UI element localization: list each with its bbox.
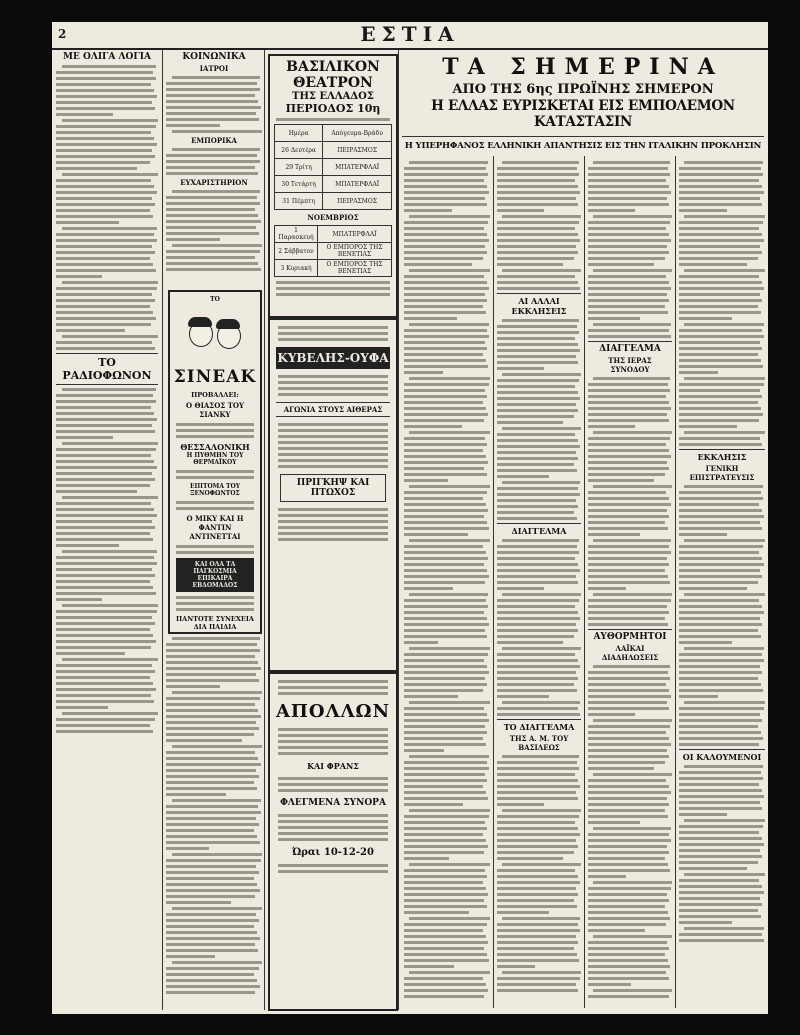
text-block bbox=[404, 161, 490, 998]
text-block bbox=[497, 755, 581, 992]
schedule-table bbox=[274, 124, 392, 210]
ad-text: Ώραι 10-12-20 bbox=[292, 847, 374, 858]
ad-text: ΕΠΙΤΟΜΑ ΤΟΥ ΞΕΝΟΦΩΝΤΟΣ bbox=[189, 483, 241, 497]
text-block bbox=[497, 319, 581, 520]
headline: Η ΥΠΕΡΗΦΑΝΟΣ ΕΛΛΗΝΙΚΗ ΑΠΑΝΤΗΣΙΣ ΕΙΣ ΤΗΝ ΙΤΑΛΙΚΗΝ ΠΡΟΚΛΗΣΙΝ bbox=[402, 136, 764, 151]
ad-title: ΣΙΝΕΑΚ bbox=[173, 367, 257, 387]
ad-text: ΤΗΣ ΕΛΛΑΔΟΣ bbox=[292, 91, 374, 102]
sub-heading: ΤΟ ΔΙΑΓΓΕΛΜΑ bbox=[497, 719, 581, 732]
section-heading: ΜΕ ΟΛΙΓΑ ΛΟΓΙΑ bbox=[63, 52, 151, 62]
text-block bbox=[166, 637, 262, 994]
text-block bbox=[497, 539, 581, 716]
schedule-row bbox=[275, 159, 392, 176]
sub-heading: ΓΕΝΙΚΗ ΕΠΙΣΤΡΑΤΕΥΣΙΣ bbox=[689, 464, 755, 482]
headline: ΑΠΟ ΤΗΣ 6ης ΠΡΩΪΝΗΣ ΣΗΜΕΡΟΝ bbox=[452, 82, 714, 97]
text-block bbox=[166, 148, 262, 175]
schedule-cell: ΠΕΙΡΑΣΜΟΣ bbox=[323, 193, 392, 210]
sub-heading: ΕΜΠΟΡΙΚΑ bbox=[191, 136, 237, 145]
ad-text: Η ΠΥΘΜΗΝ ΤΟΥ ΘΕΡΜΑΪΚΟΥ bbox=[186, 452, 244, 466]
schedule-cell: Ο ΕΜΠΟΡΟΣ ΤΗΣ ΒΕΝΕΤΙΑΣ bbox=[318, 260, 392, 277]
schedule-cell: Απόγευμα-Βράδυ bbox=[323, 125, 392, 142]
ad-text: ΠΑΝΤΟΤΕ ΣΥΝΕΧΕΙΑ bbox=[176, 615, 254, 623]
ad-text: ΦΛΕΓΜΕΝΑ ΣΥΝΟΡΑ bbox=[280, 798, 386, 808]
sub-heading: ΙΑΤΡΟΙ bbox=[199, 64, 229, 73]
text-block bbox=[588, 161, 672, 338]
main-column-1 bbox=[404, 158, 490, 1006]
sub-heading: ΕΚΚΛΗΣΙΣ bbox=[679, 449, 765, 462]
schedule-cell: ΜΠΑΤΕΡΦΛΑΪ bbox=[323, 159, 392, 176]
section-heading: ΚΟΙΝΩΝΙΚΑ bbox=[182, 52, 246, 62]
sub-heading: ΤΗΣ Α. Μ. ΤΟΥ ΒΑΣΙΛΕΩΣ bbox=[509, 734, 569, 752]
text-block bbox=[588, 377, 672, 626]
ad-text: ΔΙΑ ΠΑΙΔΙΑ bbox=[193, 623, 237, 631]
main-column-2 bbox=[497, 158, 581, 1006]
schedule-cell: 2 Σάββατον bbox=[275, 243, 318, 260]
schedule-row bbox=[275, 226, 392, 243]
column-2-classifieds bbox=[166, 634, 262, 1006]
ad-title: ΑΠΟΛΛΩΝ bbox=[275, 701, 391, 722]
theater-ad-vasilikon bbox=[268, 54, 398, 318]
schedule-row bbox=[275, 125, 392, 142]
schedule-cell: Ημέρα bbox=[275, 125, 323, 142]
ad-text: ΑΓΩΝΙΑ ΣΤΟΥΣ ΑΙΘΕΡΑΣ bbox=[276, 402, 390, 417]
ad-text: ΑΝΤΙΝΕΤΤΑΙ bbox=[189, 532, 241, 541]
schedule-row bbox=[275, 193, 392, 210]
sub-heading: ΛΑΪΚΑΙ ΔΙΑΔΗΛΩΣΕΙΣ bbox=[601, 644, 659, 662]
text-block bbox=[56, 388, 158, 733]
cartoon-illustration bbox=[185, 307, 245, 363]
sub-heading: ΔΙΑΓΓΕΛΜΑ bbox=[588, 341, 672, 354]
ad-text: ΠΕΡΙΟΔΟΣ 10η bbox=[285, 102, 381, 115]
schedule-cell: Ο ΕΜΠΟΡΟΣ ΤΗΣ ΒΕΝΕΤΙΑΣ bbox=[318, 243, 392, 260]
schedule-table bbox=[274, 225, 392, 277]
text-block bbox=[497, 161, 581, 290]
cinema-ad-kyveli bbox=[268, 318, 398, 672]
text-block bbox=[56, 65, 158, 350]
main-title: ΤΑ ΣΗΜΕΡΙΝΑ bbox=[442, 54, 724, 80]
schedule-cell: 29 Τρίτη bbox=[275, 159, 323, 176]
schedule-cell: ΜΠΑΤΕΡΦΛΑΪ bbox=[323, 176, 392, 193]
ad-title: ΚΥΒΕΛΗΣ-ΟΥΦΑ bbox=[276, 347, 390, 369]
text-block bbox=[588, 665, 672, 998]
schedule-cell: 3 Κυριακή bbox=[275, 260, 318, 277]
text-block bbox=[166, 76, 262, 133]
schedule-row bbox=[275, 142, 392, 159]
sub-heading: ΑΥΘΟΡΜΗΤΟΙ bbox=[588, 629, 672, 642]
schedule-row bbox=[275, 260, 392, 277]
sub-heading: ΔΙΑΓΓΕΛΜΑ bbox=[497, 523, 581, 536]
headline: Η ΕΛΛΑΣ ΕΥΡΙΣΚΕΤΑΙ ΕΙΣ ΕΜΠΟΛΕΜΟΝ ΚΑΤΑΣΤΑΣΙΝ bbox=[431, 98, 735, 130]
schedule-cell: 26 Δευτέρα bbox=[275, 142, 323, 159]
cinema-ad-apollon bbox=[268, 672, 398, 1011]
ad-text: ΚΑΙ ΟΛΑ ΤΑ ΠΑΓΚΟΣΜΙΑ ΕΠΙΚΑΙΡΑ ΕΒΔΟΜΑΔΟΣ bbox=[176, 558, 254, 592]
schedule-cell: ΜΠΑΤΕΡΦΛΑΪ bbox=[318, 226, 392, 243]
sub-heading: ΕΥΧΑΡΙΣΤΗΡΙΟΝ bbox=[180, 178, 248, 187]
newspaper-page bbox=[52, 22, 768, 1014]
sub-heading: ΑΙ ΑΛΛΑΙ ΕΚΚΛΗΣΕΙΣ bbox=[497, 293, 581, 316]
ad-text: Ο ΜΙΚΥ ΚΑΙ Η ΦΑΝΤΙΝ bbox=[186, 514, 244, 532]
schedule-cell: ΠΕΙΡΑΣΜΟΣ bbox=[323, 142, 392, 159]
cinema-ad-sineak: ΤΟ ΣΙΝΕΑΚ ΠΡΟΒΑΛΛΕΙ: Ο ΘΙΑΣΟΣ ΤΟΥ ΣΙΑΝΚΥ ΘΕΣΣΑΛΟΝΙΚΗ Η ΠΥΘΜΗΝ ΤΟΥ ΘΕΡΜΑΪΚΟΥ ΕΠΙΤΟΜΑ ΤΟΥ ΞΕΝΟΦΩΝΤΟΣ Ο ΜΙΚΥ ΚΑΙ Η ΦΑΝΤΙΝ ΑΝΤΙΝΕΤΤΑΙ ΚΑΙ ΟΛΑ ΤΑ ΠΑΓΚΟΣΜΙΑ ΕΠΙΚΑΙΡΑ ΕΒΔΟΜΑΔΟΣ ΠΑΝΤΟΤΕ ΣΥΝΕΧΕΙΑ ΔΙΑ ΠΑΙΔΙΑ bbox=[168, 290, 262, 634]
schedule-row bbox=[275, 176, 392, 193]
ad-text: ΝΟΕΜΒΡΙΟΣ bbox=[307, 213, 359, 222]
ad-text: ΠΡΙΓΚΗΨ ΚΑΙ ΠΤΩΧΟΣ bbox=[280, 474, 386, 502]
sub-heading: ΤΗΣ ΙΕΡΑΣ ΣΥΝΟΔΟΥ bbox=[608, 356, 652, 374]
text-block bbox=[679, 161, 765, 446]
schedule-cell: 1 Παρασκευή bbox=[275, 226, 318, 243]
sub-heading: ΟΙ ΚΑΛΟΥΜΕΝΟΙ bbox=[679, 749, 765, 762]
section-heading: ΤΟ ΡΑΔΙΟΦΩΝΟΝ bbox=[56, 353, 158, 385]
text-block bbox=[166, 190, 262, 271]
ad-text: Ο ΘΙΑΣΟΣ ΤΟΥ ΣΙΑΝΚΥ bbox=[185, 401, 245, 419]
main-column-3 bbox=[588, 158, 672, 1006]
page-number: 2 bbox=[58, 27, 67, 41]
masthead bbox=[52, 22, 768, 50]
ad-text: ΚΑΙ ΦΡΑΝΣ bbox=[307, 761, 359, 771]
text-block bbox=[679, 765, 765, 942]
schedule-cell: 30 Τετάρτη bbox=[275, 176, 323, 193]
newspaper-name: ΕΣΤΙΑ bbox=[360, 22, 460, 46]
text-block bbox=[679, 485, 765, 746]
main-headline-block bbox=[402, 52, 764, 152]
ad-text: ΠΡΟΒΑΛΛΕΙ: bbox=[191, 391, 239, 399]
schedule-cell: 31 Πέμπτη bbox=[275, 193, 323, 210]
column-1 bbox=[56, 52, 158, 1007]
schedule-row bbox=[275, 243, 392, 260]
main-column-4 bbox=[679, 158, 765, 1006]
ad-title: ΒΑΣΙΛΙΚΟΝ ΘΕΑΤΡΟΝ bbox=[286, 59, 380, 91]
ad-text: ΘΕΣΣΑΛΟΝΙΚΗ bbox=[180, 442, 250, 452]
